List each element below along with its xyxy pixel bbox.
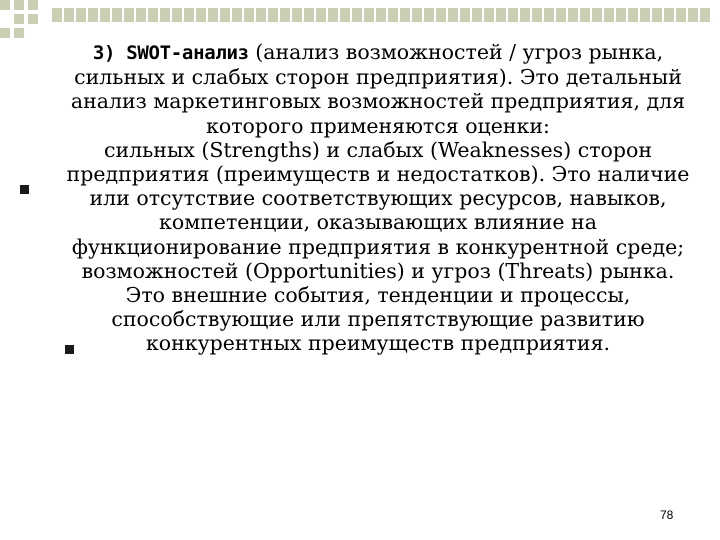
- slide-body: [60, 40, 696, 356]
- heading-bold: 3) SWOT-анализ: [92, 42, 249, 64]
- square-bullet-icon: [20, 185, 29, 194]
- decorative-header-bar: [52, 8, 712, 22]
- page-number: 78: [660, 508, 674, 522]
- bullet2-paragraph: возможностей (Opportunities) и угроз (Threats) рынка. Это внешние события, тенденции и процессы, способствующие или препятствующие развитию конкурентных преимуществ предприятия.: [81, 258, 675, 356]
- bullet1-paragraph: сильных (Strengths) и слабых (Weaknesses) сторон предприятия (преимуществ и недостатков). Это наличие или отсутствие соответствующих ресурсов, навыков, компетенции, оказывающих влияние на функционирование предприятия в конкурентной среде;: [66, 137, 690, 259]
- square-bullet-icon: [65, 345, 74, 354]
- heading-rest: (анализ возможностей / угроз рынка, сильных и слабых сторон предприятия). Это детальный анализ маркетинговых возможностей предприятия, для которого применяются оценки:: [70, 40, 686, 138]
- decorative-squares: [0, 0, 60, 44]
- intro-paragraph: [60, 40, 696, 138]
